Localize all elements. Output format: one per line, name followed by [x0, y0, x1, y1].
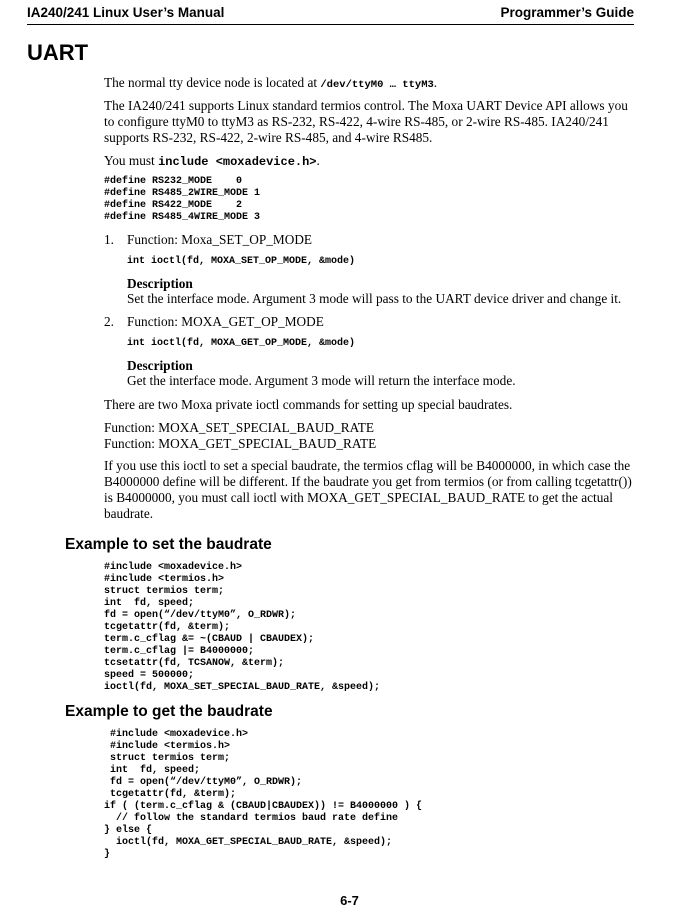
paragraph-device-node: The normal tty device node is located at /dev/ttyM0 … ttyM3. [104, 75, 438, 91]
inline-code-device: /dev/ttyM0 … ttyM3 [320, 79, 434, 91]
page-number: 6-7 [340, 893, 359, 908]
inline-code-include: include <moxadevice.h> [158, 155, 317, 169]
code-get-op-mode: int ioctl(fd, MOXA_GET_OP_MODE, &mode) [127, 338, 356, 349]
function-line-set-special: Function: MOXA_SET_SPECIAL_BAUD_RATE [104, 420, 375, 435]
header-manual-title: IA240/241 Linux User’s Manual [27, 5, 225, 20]
code-example-set: #include <moxadevice.h> #include <termios.h> struct termios term; int fd, speed; fd = open(“/dev/ttyM0”, O_RDWR); tcgetattr(fd, &term); term.c_cflag &= ~(CBAUD | CBAUDEX); term.c_cflag |= B4000000; tcsetattr(fd, TCSANOW, &term); speed = 500000; ioctl(fd, MOXA_SET_SPECIAL_BAUD_RATE, &speed); [104, 562, 381, 693]
description-get-op-mode: Description Get the interface mode. Argument 3 mode will return the interface mode. [127, 358, 516, 388]
example-set-title: Example to set the baudrate [65, 536, 272, 553]
code-example-get: #include <moxadevice.h> #include <termios.h> struct termios term; int fd, speed; fd = open(“/dev/ttyM0”, O_RDWR); tcgetattr(fd, &term); if ( (term.c_cflag & (CBAUD|CBAUDEX)) != B4000000 ) { // follow the standard termios baud rate define } else { ioctl(fd, MOXA_GET_SPECIAL_BAUD_RATE, &speed); } [104, 729, 423, 860]
description-set-op-mode: Description Set the interface mode. Argument 3 mode will pass to the UART device driver and change it. [127, 276, 622, 306]
function-line-get-special: Function: MOXA_GET_SPECIAL_BAUD_RATE [104, 436, 377, 451]
section-title: UART [27, 40, 89, 65]
description-heading: Description [127, 276, 193, 291]
example-get-title: Example to get the baudrate [65, 703, 273, 720]
paragraph-termios: The IA240/241 supports Linux standard termios control. The Moxa UART Device API allows you to configure ttyM0 to ttyM3 as RS-232, RS-422, 4-wire RS-485, or 2-wire RS-485. IA240/241 supports RS-232, RS-422, 2-wire RS-485, and 4-wire RS485. [104, 98, 628, 145]
header-guide-title: Programmer’s Guide [500, 5, 634, 20]
page-header [27, 4, 634, 25]
code-set-op-mode: int ioctl(fd, MOXA_SET_OP_MODE, &mode) [127, 256, 356, 267]
paragraph-private-ioctl: There are two Moxa private ioctl commands for setting up special baudrates. [104, 397, 513, 412]
paragraph-include: You must include <moxadevice.h>. [104, 153, 320, 169]
description-heading: Description [127, 358, 193, 373]
list-item-function-1: 1. Function: Moxa_SET_OP_MODE [104, 232, 313, 247]
paragraph-special-baudrate: If you use this ioctl to set a special baudrate, the termios cflag will be B4000000, in which case the B4000000 define will be different. If the baudrate you get from termios (or from calling tcgetattr()) is B4000000, you must call ioctl with MOXA_GET_SPECIAL_BAUD_RATE to get the actual baudrate. [104, 458, 632, 521]
code-defines: #define RS232_MODE 0 #define RS485_2WIRE_MODE 1 #define RS422_MODE 2 #define RS485_4WIRE_MODE 3 [104, 176, 261, 223]
list-item-function-2: 2. Function: MOXA_GET_OP_MODE [104, 314, 324, 329]
